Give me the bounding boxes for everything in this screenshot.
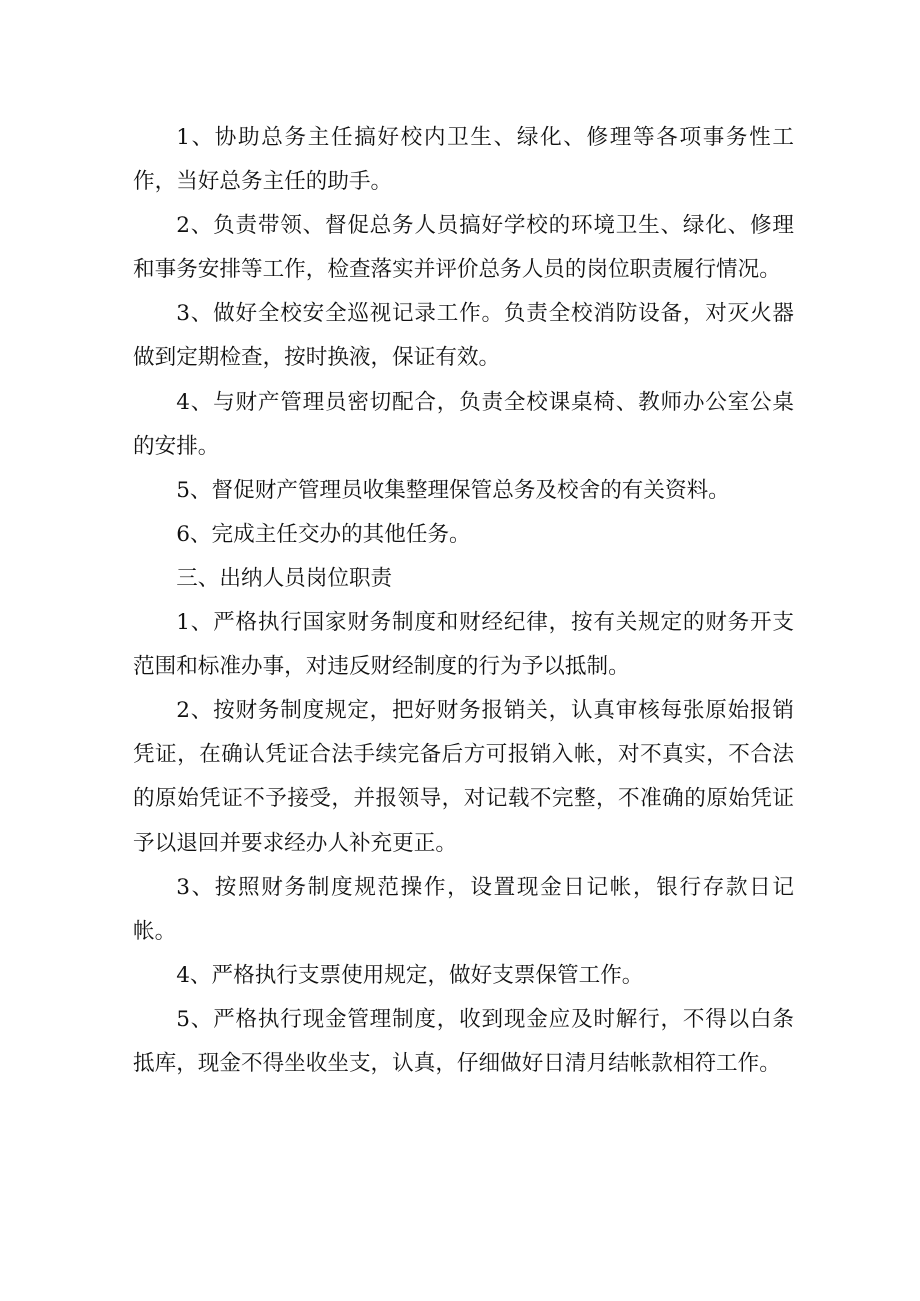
paragraph-other-tasks: 6、完成主任交办的其他任务。	[176, 521, 471, 547]
paragraph-records-management: 5、督促财产管理员收集整理保管总务及校舍的有关资料。	[176, 477, 730, 503]
section-heading-cashier-duties: 三、出纳人员岗位职责	[176, 565, 393, 591]
paragraph-safety-patrol: 3、做好全校安全巡视记录工作。负责全校消防设备，对灭火器做到定期检查，按时换液，保证有效。	[133, 301, 794, 371]
paragraph-cash-management: 5、严格执行现金管理制度，收到现金应及时解行，不得以白条抵库，现金不得坐收坐支，认真，仔细做好日清月结帐款相符工作。	[133, 1006, 794, 1076]
paragraph-cash-journal: 3、按照财务制度规范操作，设置现金日记帐，银行存款日记帐。	[133, 874, 794, 944]
paragraph-financial-discipline: 1、严格执行国家财务制度和财经纪律，按有关规定的财务开支范围和标准办事，对违反财经制度的行为予以抵制。	[133, 610, 794, 680]
paragraph-lead-staff: 2、负责带领、督促总务人员搞好学校的环境卫生、绿化、修理和事务安排等工作，检查落实并评价总务人员的岗位职责履行情况。	[133, 213, 794, 283]
paragraph-assist-director: 1、协助总务主任搞好校内卫生、绿化、修理等各项事务性工作，当好总务主任的助手。	[133, 125, 794, 195]
paragraph-reimbursement-review: 2、按财务制度规定，把好财务报销关，认真审核每张原始报销凭证，在确认凭证合法手续完备后方可报销入帐，对不真实，不合法的原始凭证不予接受，并报领导，对记载不完整，不准确的原始凭证予以退回并要求经办人补充更正。	[133, 698, 794, 856]
paragraph-cheque-management: 4、严格执行支票使用规定，做好支票保管工作。	[176, 962, 644, 988]
paragraph-furniture-arrangement: 4、与财产管理员密切配合，负责全校课桌椅、教师办公室公桌的安排。	[133, 389, 794, 459]
document-body	[133, 116, 794, 1086]
